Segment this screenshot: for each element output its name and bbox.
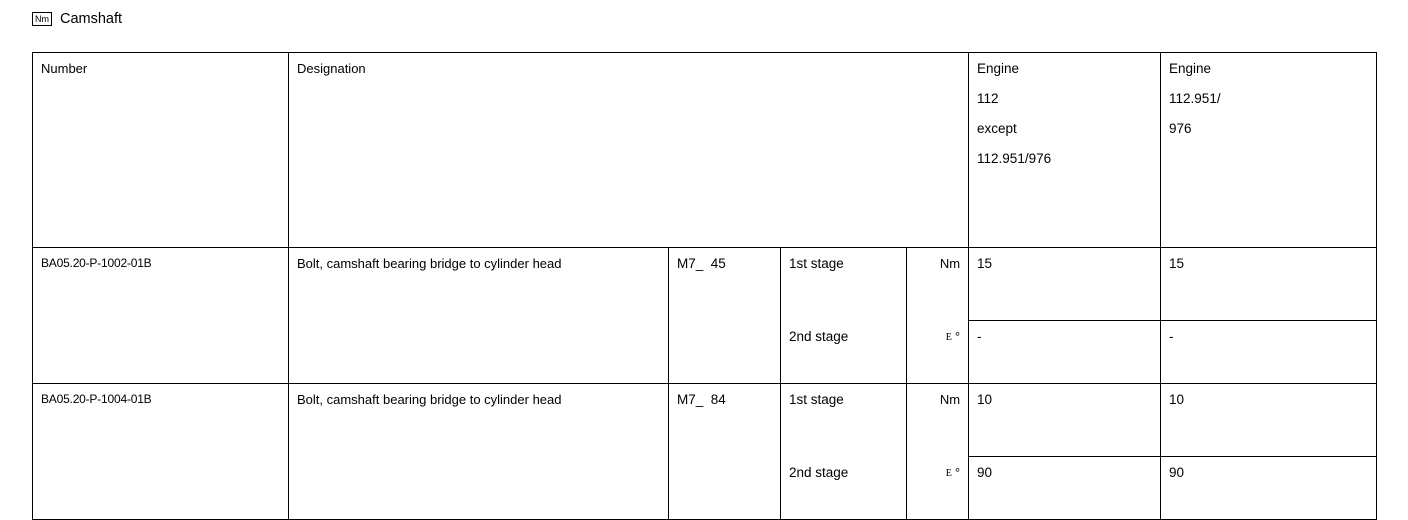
stage-unit-text: Nm	[939, 392, 961, 407]
value-engine-112951: 10	[1161, 384, 1377, 457]
torque-unit-icon: Nm	[32, 12, 52, 26]
stage-unit-group	[946, 328, 960, 346]
stage-unit-text: Nm	[939, 256, 961, 271]
stage-unit-text: °	[954, 464, 961, 480]
table-row	[33, 384, 1377, 457]
row-thread-size: M7_ 84	[669, 384, 781, 520]
row-designation: Bolt, camshaft bearing bridge to cylinder head	[289, 384, 669, 520]
table-header-row	[33, 53, 1377, 248]
stage-unit-group	[946, 464, 960, 482]
value-engine-112951: -	[1161, 321, 1377, 384]
column-header-number	[33, 53, 289, 248]
stage-label: 2nd stage	[781, 457, 907, 520]
engine-2-line-2: 112.951/	[1169, 91, 1221, 106]
engine-1-line-1: Engine	[977, 61, 1020, 76]
value-engine-112: 15	[969, 248, 1161, 321]
column-header-designation-label: Designation	[297, 61, 366, 76]
engine-2-line-1: Engine	[1169, 61, 1212, 76]
engine-2-line-3: 976	[1169, 121, 1192, 136]
elastic-icon: E	[945, 467, 952, 479]
value-engine-112951: 90	[1161, 457, 1377, 520]
row-designation: Bolt, camshaft bearing bridge to cylinder head	[289, 248, 669, 384]
value-engine-112: -	[969, 321, 1161, 384]
column-header-engine-112951	[1161, 53, 1377, 248]
stage-unit	[907, 384, 969, 457]
row-number: BA05.20-P-1002-01B	[33, 248, 289, 384]
table-row	[33, 248, 1377, 321]
stage-label: 1st stage	[781, 248, 907, 321]
row-thread-size: M7_ 45	[669, 248, 781, 384]
torque-specification-table	[32, 52, 1377, 520]
stage-unit	[907, 457, 969, 520]
value-engine-112951: 15	[1161, 248, 1377, 321]
value-engine-112: 10	[969, 384, 1161, 457]
engine-1-line-3: except	[977, 121, 1017, 136]
engine-1-line-2: 112	[977, 91, 999, 106]
row-number: BA05.20-P-1004-01B	[33, 384, 289, 520]
page-title: Camshaft	[60, 11, 123, 27]
engine-1-line-4: 112.951/976	[977, 151, 1052, 166]
column-header-number-label: Number	[41, 61, 88, 76]
value-engine-112: 90	[969, 457, 1161, 520]
column-header-engine-112	[969, 53, 1161, 248]
document-header	[32, 8, 122, 30]
elastic-icon: E	[945, 331, 952, 343]
stage-label: 2nd stage	[781, 321, 907, 384]
stage-unit-text: °	[954, 328, 961, 344]
stage-label: 1st stage	[781, 384, 907, 457]
stage-unit	[907, 321, 969, 384]
column-header-designation	[289, 53, 969, 248]
stage-unit	[907, 248, 969, 321]
